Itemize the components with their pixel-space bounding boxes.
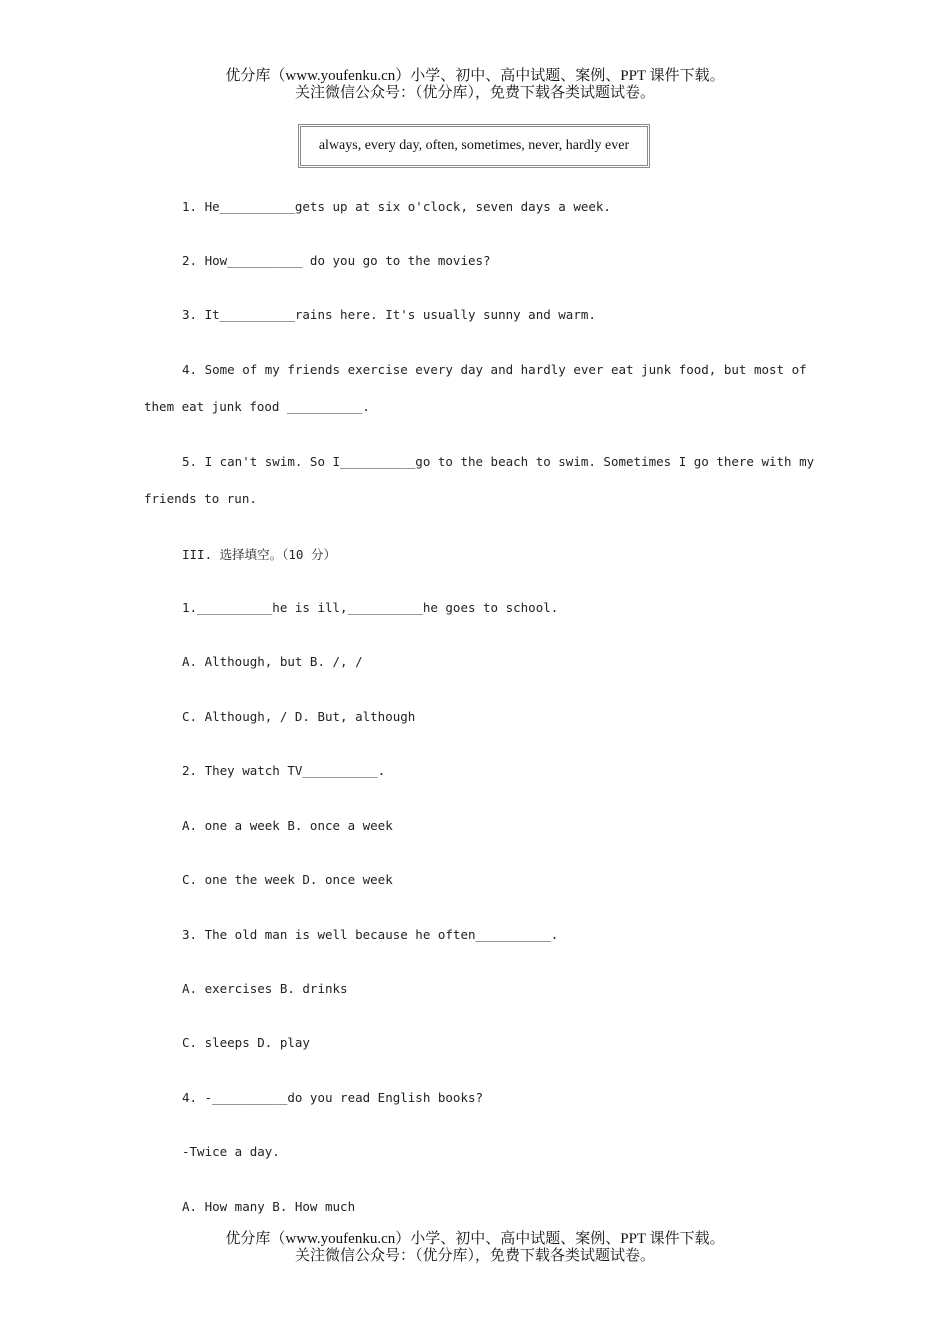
page-header bbox=[0, 68, 950, 102]
mc-question-4-answer: -Twice a day. bbox=[182, 1144, 280, 1159]
word-bank-box bbox=[298, 124, 650, 168]
fill-question-1: 1. He__________gets up at six o'clock, seven days a week. bbox=[182, 199, 611, 214]
section-3-title: III. 选择填空。（10 分） bbox=[182, 547, 336, 562]
mc-question-3: 3. The old man is well because he often__________. bbox=[182, 927, 559, 942]
mc-question-2: 2. They watch TV__________. bbox=[182, 763, 386, 778]
mc-question-1-options-ab: A. Although, but B. /, / bbox=[182, 654, 363, 669]
mc-question-2-options-cd: C. one the week D. once week bbox=[182, 872, 393, 887]
word-bank-text: always, every day, often, sometimes, never, hardly ever bbox=[318, 138, 630, 153]
fill-question-4: 4. Some of my friends exercise every day and hardly ever eat junk food, but most of bbox=[182, 362, 807, 377]
footer-line-2: 关注微信公众号：（优分库），免费下载各类试题试卷。 bbox=[294, 1248, 655, 1264]
mc-question-4: 4. -__________do you read English books? bbox=[182, 1090, 484, 1105]
fill-question-5-continued: friends to run. bbox=[144, 491, 257, 506]
fill-question-5: 5. I can't swim. So I__________go to the beach to swim. Sometimes I go there with my bbox=[182, 454, 815, 469]
header-line-2: 关注微信公众号：（优分库），免费下载各类试题试卷。 bbox=[294, 85, 655, 101]
fill-question-4-continued: them eat junk food __________. bbox=[144, 399, 370, 414]
mc-question-3-options-ab: A. exercises B. drinks bbox=[182, 981, 348, 996]
footer-line-1: 优分库（www.youfenku.cn）小学、初中、高中试题、案例、PPT 课件下载。 bbox=[225, 1231, 725, 1247]
mc-question-3-options-cd: C. sleeps D. play bbox=[182, 1035, 310, 1050]
header-line-1: 优分库（www.youfenku.cn）小学、初中、高中试题、案例、PPT 课件下载。 bbox=[225, 68, 725, 84]
page-footer bbox=[0, 1231, 950, 1265]
mc-question-1: 1.__________he is ill,__________he goes to school. bbox=[182, 600, 559, 615]
mc-question-4-options-ab: A. How many B. How much bbox=[182, 1199, 356, 1214]
mc-question-2-options-ab: A. one a week B. once a week bbox=[182, 818, 393, 833]
mc-question-1-options-cd: C. Although, / D. But, although bbox=[182, 709, 416, 724]
fill-question-2: 2. How__________ do you go to the movies? bbox=[182, 253, 491, 268]
fill-question-3: 3. It__________rains here. It's usually sunny and warm. bbox=[182, 307, 596, 322]
